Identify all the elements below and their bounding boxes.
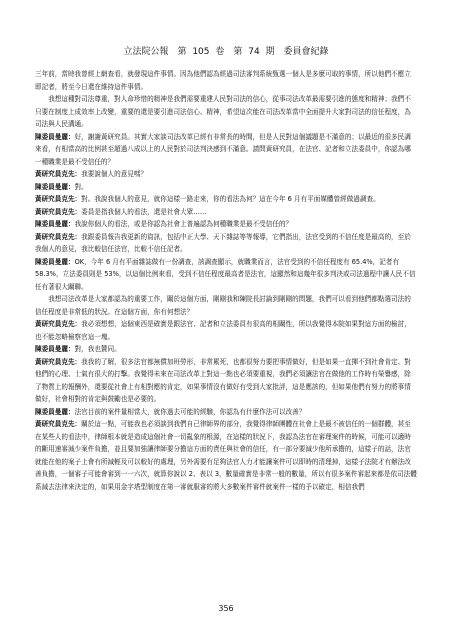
speaker-name: 黃研究員克先： xyxy=(35,170,82,178)
speaker-paragraph: 陳委員曼麗：對，我也贊同。 xyxy=(35,345,121,353)
speaker-name: 黃研究員克先： xyxy=(35,195,82,203)
speaker-name: 陳委員曼麗： xyxy=(35,345,75,353)
speaker-name: 黃研究員克先： xyxy=(35,207,82,216)
speaker-paragraph: 陳委員曼麗：對。 xyxy=(35,182,88,191)
speaker-paragraph: 黃研究員克先：我必須想想，這個東西是確實是跟法官、記者和立法委員有很高的相關性，所以我覺得本院如果對這方面的檢討，也不能忽略檢察官這一塊。 xyxy=(35,320,411,341)
speaker-name: 陳委員曼麗： xyxy=(35,220,75,228)
speaker-name: 陳委員曼麗： xyxy=(35,182,75,191)
paragraph: 我想司法改革是大家都認為的重要工作，關於這個方面，剛剛我和陳院長討論到剛剛的問題，我們可以看到他們都點選司法的信任程度是非常低的狀況。在這個方面，你有何想法？ xyxy=(35,295,411,316)
paragraph: 我想這種對司法尊重，對人命珍惜的精神是我們需要重建人民對司法的信心，從事司法改革最需要引進的態度和精神；我們不只要在制度上成效率上改變，重要的還是要引進司法信心、精神，希望這次能在司法改革當中全面提升大家對司法的信任程度，為司法與人民溝通。 xyxy=(35,95,411,128)
speaker-paragraph: 黃研究員克先：關於這一點，可能我也必須談到我們自己律師界的部分，我覺得律師團體在社會上是最不被信任的一個群體，甚至在某些人的看法中，律師根本就是造成這個社會一切亂象的根源，在這樣的狀況下，我認為法官在審理案件的時候，可能可以適時的斷用速審減少案件負擔，並且要加強讓律師要分擔這方面的責任與社會的信任，有一部分要減少他所承擔的，這樣子的話，法官就能在他的案子上會有所減輕及可以較好的處理，另外需要有足夠法官人力才能讓案件可以即時的清理掉，這樣子法院才有辦法改善負擔，一個審子可能會審到一一六次，就算你說以 2、表以 3，數量確實是非常一般的數量，所以有很多案件審起來都是依司法體系減去法律來決定的，如果用金字塔型制度在第一審就服審的將大多數案件審件就案件一樣的予以確定，相信我們 xyxy=(35,420,417,491)
speaker-name: 黃研究員克先： xyxy=(35,357,82,366)
speaker-name: 陳委員曼麗： xyxy=(35,132,75,141)
speaker-paragraph: 黃研究員克先：委員是指我個人的看法，還是社會大眾…… xyxy=(35,207,207,216)
speaker-name: 陳委員曼麗： xyxy=(35,407,75,416)
speaker-paragraph: 黃研究員克先：對。我說我個人的意見，就你這樣一路走來，你的看法為何？這在今年 6 月有平面媒體曾經做過調查。 xyxy=(35,195,380,203)
speaker-paragraph: 陳委員曼麗：法官目前的案件量相當大，就你過去可能的經驗，你認為有什麼作法可以改善？ xyxy=(35,407,306,416)
speaker-paragraph: 陳委員曼麗：OK，今年 6 月有平面雜誌做有一份調查，該調查顯示，就職業而言，法官受到的不信任程度有 65.4%，記者有 58.3%，立法委員則是 53%，以這個比例來看，受到不信任程度最高者是法官，這顯然和這幾年很多判決或司法過程中讓人民不信任有著很大關聯。 xyxy=(35,257,416,291)
speaker-paragraph: 陳委員曼麗：好，謝謝黃研究員。其實大家談司法改革已經有非常長的時間，但是人民對這個議題是不滿意的；以最近的很多民調來看，有相當高的比例甚至超過八成以上的人民對於司法判決感到不滿意。請問黃研究員，在法官、記者和立法委員中，你認為哪一種職業是最不受信任的？ xyxy=(35,132,411,166)
speaker-name: 黃研究員克先： xyxy=(35,232,82,241)
paragraph: 三年前，當時我曾經上網查看，就發現這件事情。因為他們認為經過司法審判系統甄選一個人是多麼可取的事情，所以他們不應立即記者，將至今日還在維持這件事情。 xyxy=(35,70,411,91)
transcript-body xyxy=(35,68,417,493)
speaker-name: 黃研究員克先： xyxy=(35,420,82,428)
gazette-header: 立法院公報 第 105 卷 第 74 期 委員會紀錄 xyxy=(123,47,329,57)
speaker-name: 陳委員曼麗： xyxy=(35,257,75,266)
speaker-paragraph: 黃研究員克先：我跟委員報告我更新的資訊，包括中正大學、天下雜誌等等報導，它們指出，法官受到的不信任度是最高的，至於我個人的意見，我比較信任法官，比較不信任記者。 xyxy=(35,232,411,253)
speaker-paragraph: 黃研究員克先：我要說個人的意見嗎？ xyxy=(35,170,148,178)
page-number: 356 xyxy=(218,604,234,613)
speaker-name: 黃研究員克先： xyxy=(35,320,82,328)
speaker-paragraph: 黃研究員克先：我我的了解，很多法官都無償加班勞形，非常累死，也都很努力要把事情做好，但是如果一直揮不到社會肯定、對他們的心理、士氣有很大的打擊。我覺得未來在司法改革上對這一點也必須要重視，我們必須讓法官在做他的工作時有榮譽感，除了物質上的報酬外，還要從社會上有相對應的肯定，如果事情沒有做好有受到大家批評，這是應該的，但如果他們有努力的將事情做好，社會相對的肯定與鼓勵也是必要的。 xyxy=(35,357,411,403)
speaker-paragraph: 陳委員曼麗：我說你個人的看法，或是你認為社會上普遍認為何種職業是最不受信任的？ xyxy=(35,220,293,228)
